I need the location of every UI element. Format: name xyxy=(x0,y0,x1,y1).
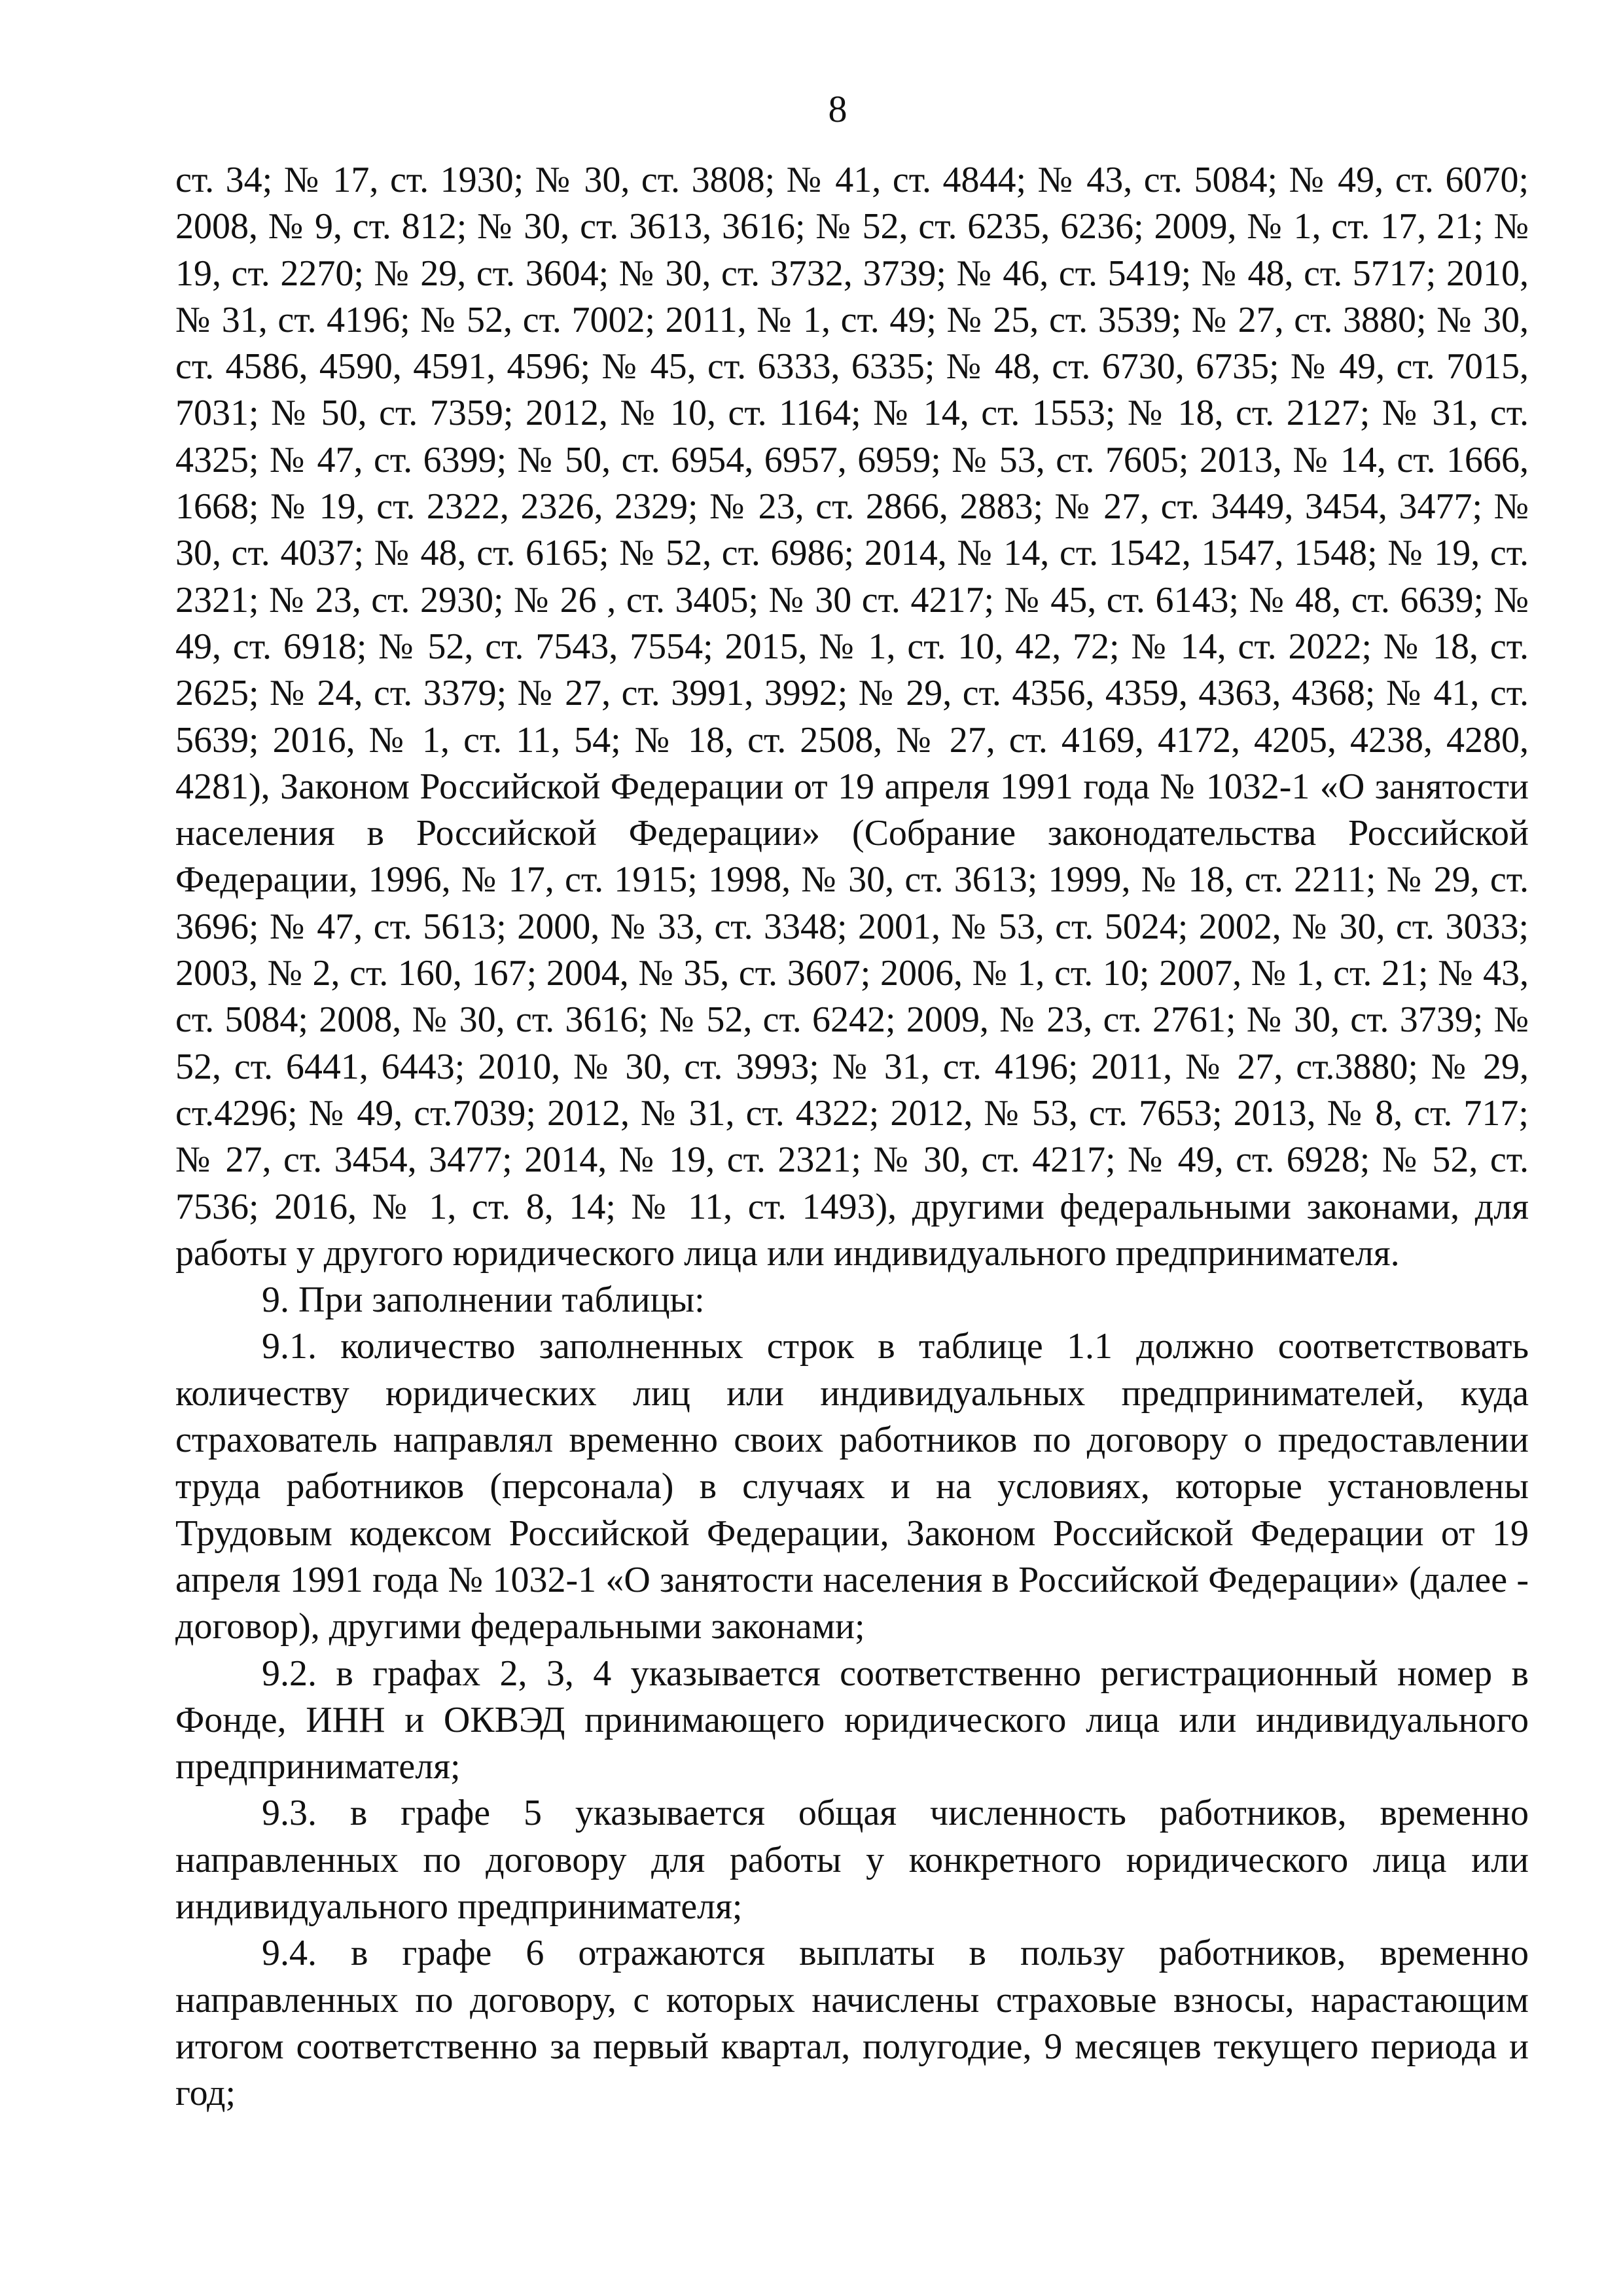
paragraph-9-1: 9.1. количество заполненных строк в таблице 1.1 должно соответствовать количеству юридических лиц или индивидуальных предпринимателей, куда страхователь направлял временно своих работников по договору о предоставлении труда работников (персонала) в случаях и на условиях, которые установлены Трудовым кодексом Российской Федерации, Законом Российской Федерации от 19 апреля 1991 года № 1032-1 «О занятости населения в Российской Федерации» (далее - договор), другими федеральными законами; xyxy=(175,1326,1529,1647)
paragraph-9-2: 9.2. в графах 2, 3, 4 указывается соответственно регистрационный номер в Фонде, ИНН и ОКВЭД принимающего юридического лица или индивидуального предпринимателя; xyxy=(175,1653,1529,1787)
document-body xyxy=(175,157,1529,2117)
paragraph-9-heading: 9. При заполнении таблицы: xyxy=(262,1280,705,1321)
page-number: 8 xyxy=(828,88,847,130)
paragraph-9-3: 9.3. в графе 5 указывается общая численность работников, временно направленных по договору для работы у конкретного юридического лица или индивидуального предпринимателя; xyxy=(175,1793,1529,1927)
paragraph-legal-references: ст. 34; № 17, ст. 1930; № 30, ст. 3808; № 41, ст. 4844; № 43, ст. 5084; № 49, ст. 6070; 2008, № 9, ст. 812; № 30, ст. 3613, 3616; № 52, ст. 6235, 6236; 2009, № 1, ст. 17, 21; № 19, ст. 2270; № 29, ст. 3604; № 30, ст. 3732, 3739; № 46, ст. 5419; № 48, ст. 5717; 2010, № 31, ст. 4196; № 52, ст. 7002; 2011, № 1, ст. 49; № 25, ст. 3539; № 27, ст. 3880; № 30, ст. 4586, 4590, 4591, 4596; № 45, ст. 6333, 6335; № 48, ст. 6730, 6735; № 49, ст. 7015, 7031; № 50, ст. 7359; 2012, № 10, ст. 1164; № 14, ст. 1553; № 18, ст. 2127; № 31, ст. 4325; № 47, ст. 6399; № 50, ст. 6954, 6957, 6959; № 53, ст. 7605; 2013, № 14, ст. 1666, 1668; № 19, ст. 2322, 2326, 2329; № 23, ст. 2866, 2883; № 27, ст. 3449, 3454, 3477; № 30, ст. 4037; № 48, ст. 6165; № 52, ст. 6986; 2014, № 14, ст. 1542, 1547, 1548; № 19, ст. 2321; № 23, ст. 2930; № 26 , ст. 3405; № 30 ст. 4217; № 45, ст. 6143; № 48, ст. 6639; № 49, ст. 6918; № 52, ст. 7543, 7554; 2015, № 1, ст. 10, 42, 72; № 14, ст. 2022; № 18, ст. 2625; № 24, ст. 3379; № 27, ст. 3991, 3992; № 29, ст. 4356, 4359, 4363, 4368; № 41, ст. 5639; 2016, № 1, ст. 11, 54; № 18, ст. 2508, № 27, ст. 4169, 4172, 4205, 4238, 4280, 4281), Законом Российской Федерации от 19 апреля 1991 года № 1032-1 «О занятости населения в Российской Федерации» (Собрание законодательства Российской Федерации, 1996, № 17, ст. 1915; 1998, № 30, ст. 3613; 1999, № 18, ст. 2211; № 29, ст. 3696; № 47, ст. 5613; 2000, № 33, ст. 3348; 2001, № 53, ст. 5024; 2002, № 30, ст. 3033; 2003, № 2, ст. 160, 167; 2004, № 35, ст. 3607; 2006, № 1, ст. 10; 2007, № 1, ст. 21; № 43, ст. 5084; 2008, № 30, ст. 3616; № 52, ст. 6242; 2009, № 23, ст. 2761; № 30, ст. 3739; № 52, ст. 6441, 6443; 2010, № 30, ст. 3993; № 31, ст. 4196; 2011, № 27, ст.3880; № 29, ст.4296; № 49, ст.7039; 2012, № 31, ст. 4322; 2012, № 53, ст. 7653; 2013, № 8, ст. 717; № 27, ст. 3454, 3477; 2014, № 19, ст. 2321; № 30, ст. 4217; № 49, ст. 6928; № 52, ст. 7536; 2016, № 1, ст. 8, 14; № 11, ст. 1493), другими федеральными законами, для работы у другого юридического лица или индивидуального предпринимателя. xyxy=(175,160,1529,1274)
paragraph-9-4: 9.4. в графе 6 отражаются выплаты в пользу работников, временно направленных по договору, с которых начислены страховые взносы, нарастающим итогом соответственно за первый квартал, полугодие, 9 месяцев текущего периода и год; xyxy=(175,1933,1529,2114)
